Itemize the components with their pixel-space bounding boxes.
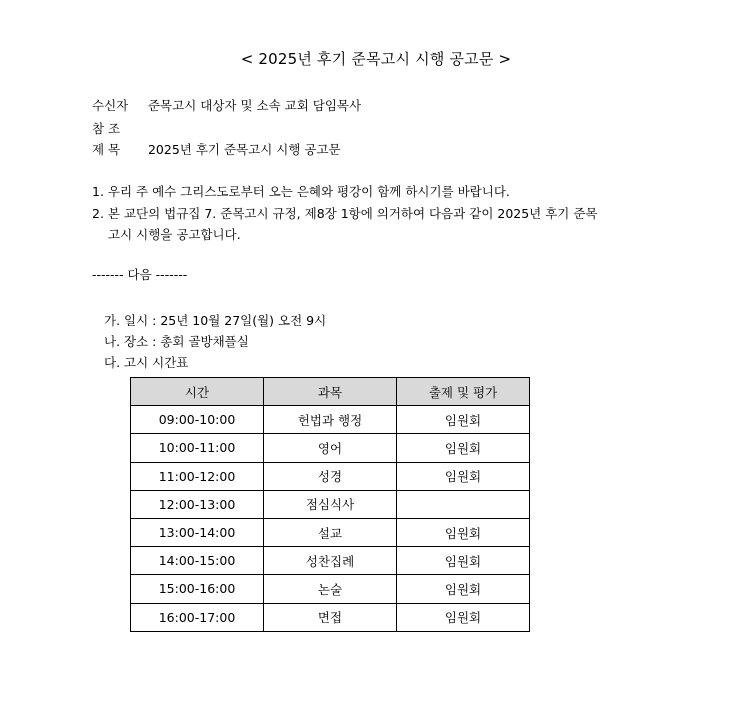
meta-subject-value: 2025년 후기 준목고시 시행 공고문 (147, 142, 341, 157)
header-grader: 출제 및 평가 (397, 378, 530, 406)
table-row (131, 490, 530, 518)
table-row (131, 603, 530, 631)
meta-recipient (92, 96, 361, 114)
header-subject: 과목 (264, 378, 397, 406)
cell-grader: 임원회 (397, 406, 530, 434)
exam-schedule-table (130, 377, 530, 632)
table-row (131, 434, 530, 462)
meta-recipient-value: 준목고시 대상자 및 소속 교회 담임목사 (147, 98, 362, 113)
cell-subject: 영어 (264, 434, 397, 462)
cell-time: 12:00-13:00 (131, 490, 264, 518)
meta-subject (92, 140, 341, 158)
cell-subject: 논술 (264, 575, 397, 603)
meta-reference-label: 참 조 (92, 121, 121, 136)
header-time: 시간 (131, 378, 264, 406)
cell-time: 09:00-10:00 (131, 406, 264, 434)
cell-grader: 임원회 (397, 603, 530, 631)
cell-time: 13:00-14:00 (131, 518, 264, 546)
table-row (131, 575, 530, 603)
cell-grader: 임원회 (397, 518, 530, 546)
document-title: < 2025년 후기 준목고시 시행 공고문 > (240, 50, 512, 68)
cell-grader: 임원회 (397, 547, 530, 575)
item-date: 가. 일시 : 25년 10월 27일(월) 오전 9시 (104, 313, 327, 328)
cell-subject: 헌법과 행정 (264, 406, 397, 434)
cell-subject: 면접 (264, 603, 397, 631)
item-schedule-title: 다. 고시 시간표 (104, 355, 189, 370)
table-header-row (131, 378, 530, 406)
cell-subject: 점심식사 (264, 490, 397, 518)
cell-grader: 임원회 (397, 575, 530, 603)
table-row (131, 518, 530, 546)
cell-subject: 설교 (264, 518, 397, 546)
cell-time: 11:00-12:00 (131, 462, 264, 490)
cell-subject: 성경 (264, 462, 397, 490)
paragraph-greeting: 1. 우리 주 예수 그리스도로부터 오는 은혜와 평강이 함께 하시기를 바랍니다. (92, 184, 510, 199)
cell-time: 10:00-11:00 (131, 434, 264, 462)
table-row (131, 547, 530, 575)
table-row (131, 406, 530, 434)
cell-grader (397, 490, 530, 518)
paragraph-notice-line2: 고시 시행을 공고합니다. (108, 227, 241, 242)
meta-subject-label: 제 목 (92, 142, 121, 157)
cell-time: 14:00-15:00 (131, 547, 264, 575)
cell-grader: 임원회 (397, 434, 530, 462)
section-divider: ------- 다음 ------- (92, 267, 188, 282)
table-row (131, 462, 530, 490)
meta-reference (92, 119, 144, 137)
cell-time: 15:00-16:00 (131, 575, 264, 603)
meta-recipient-label: 수신자 (92, 98, 129, 113)
paragraph-notice-line1: 2. 본 교단의 법규집 7. 준목고시 규정, 제8장 1항에 의거하여 다음과 같이 2025년 후기 준목 (92, 206, 598, 221)
cell-subject: 성찬집례 (264, 547, 397, 575)
cell-grader: 임원회 (397, 462, 530, 490)
cell-time: 16:00-17:00 (131, 603, 264, 631)
item-place: 나. 장소 : 총회 골방채플실 (104, 334, 249, 349)
